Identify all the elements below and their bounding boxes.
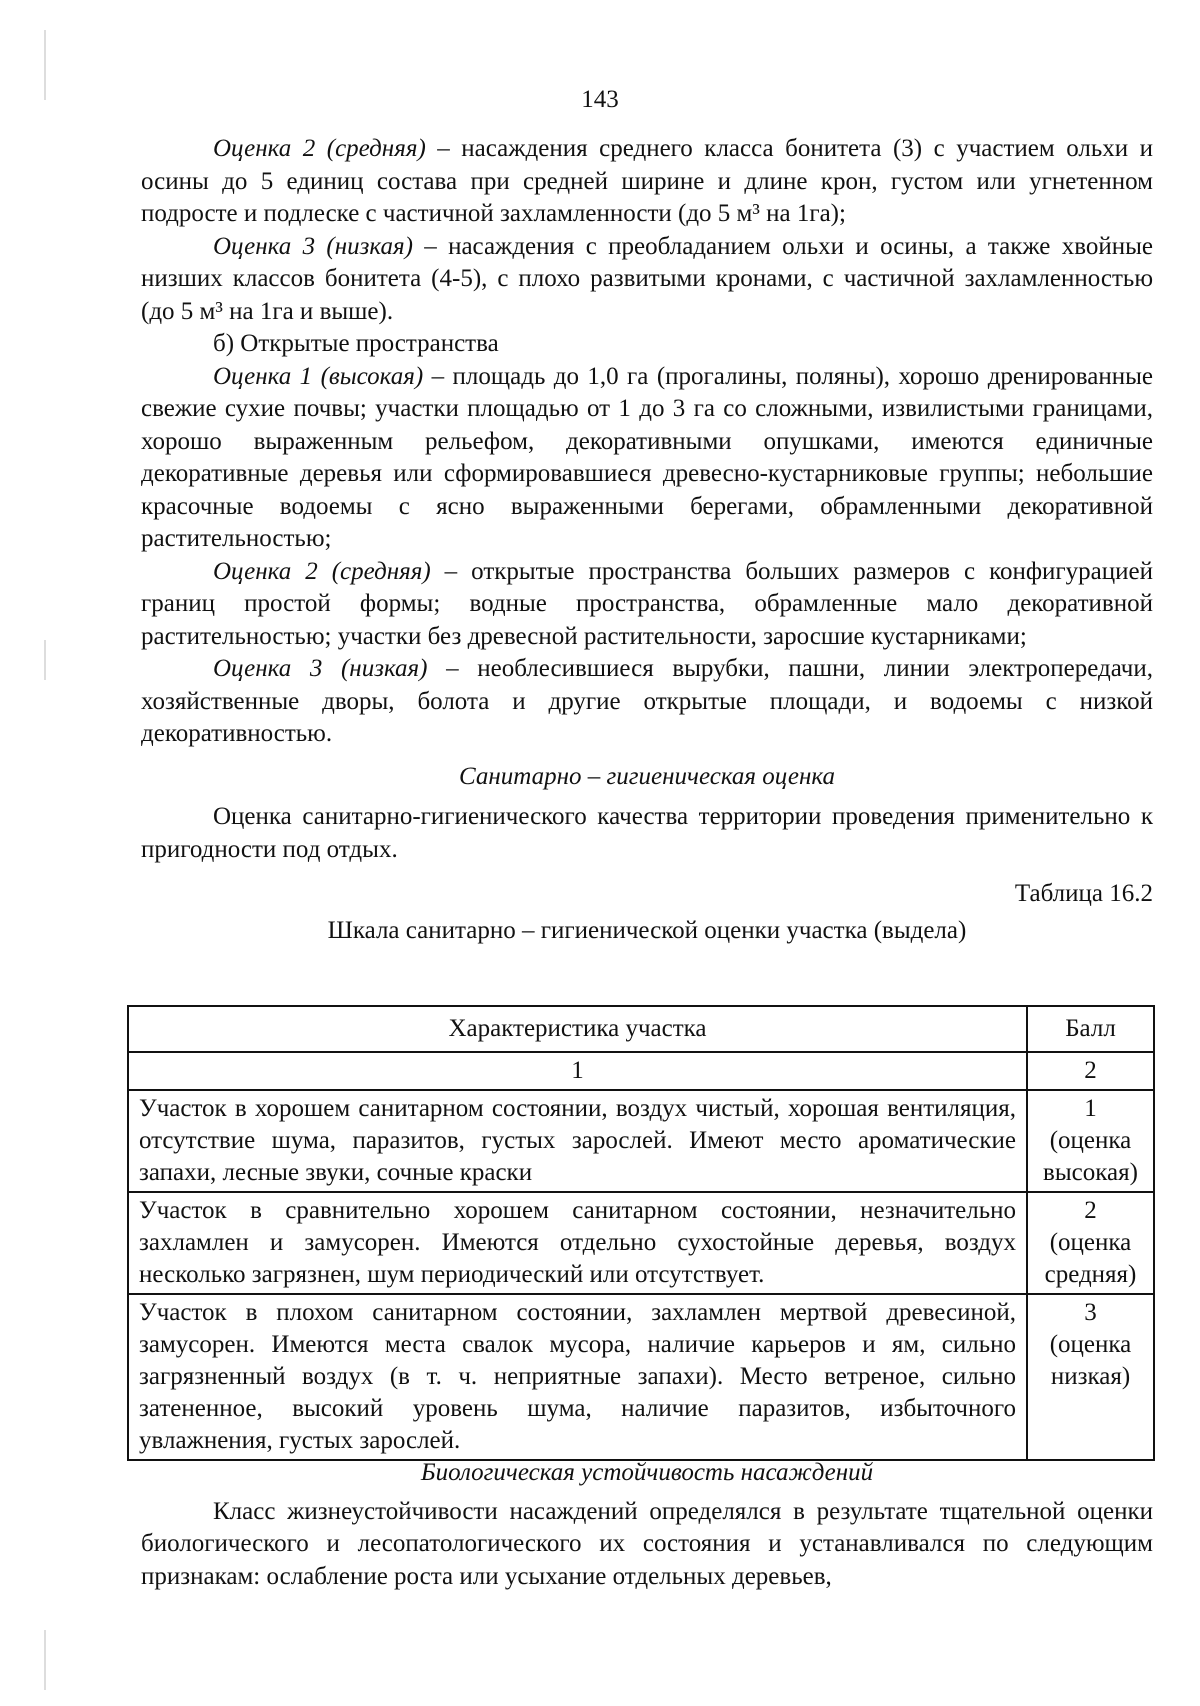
table-label: Таблица 16.2 (1014, 880, 1153, 907)
paragraph-rating-1-open (141, 361, 1153, 556)
paragraph-text: – открытые пространства больших размеров с конфигурацией границ простой формы; водные пространства, обрамленные мало декоративной растительностью; участки без древесной растительности, заросшие кустарниками; (141, 557, 1153, 650)
sanitary-scale-table (127, 1005, 1155, 1461)
paragraph-text: – насаждения с преобладанием ольхи и осины, а также хвойные низших классов бонитета (4-5), с плохо развитыми кронами, с частичной захламленностью (до 5 м³ на 1га и выше). (141, 232, 1153, 325)
score-word: (оценка (1049, 1229, 1132, 1256)
row-score (1027, 1192, 1154, 1294)
score-word: (оценка (1049, 1331, 1132, 1358)
rating-label: Оценка 2 (средняя) (213, 135, 426, 162)
score-level: высокая) (1043, 1159, 1138, 1186)
row-description: Участок в хорошем санитарном состоянии, воздух чистый, хорошая вентиляция, отсутствие шума, паразитов, густых зарослей. Имеют место ароматические запахи, лесные звуки, сочные краски (128, 1090, 1027, 1192)
subheading-open-spaces: б) Открытые пространства (213, 330, 499, 357)
row-score (1027, 1294, 1154, 1460)
rating-label: Оценка 3 (низкая) (213, 232, 413, 260)
upper-text (141, 133, 1153, 947)
header-characteristic: Характеристика участка (128, 1006, 1027, 1052)
score-word: (оценка (1049, 1127, 1132, 1154)
scan-margin-line (44, 640, 46, 680)
paragraph-text: – площадь до 1,0 га (прогалины, поляны), хорошо дренированные свежие сухие почвы; участки площадью от 1 до 3 га со сложными, извилистыми границами, хорошо выраженным рельефом, декоративными опушками, имеются единичные декоративные деревья или сформировавшиеся древесно-кустарниковые группы; небольшие красочные водоемы с ясно выраженными берегами, обрамленными декоративной растительностью; (141, 362, 1153, 552)
section-heading-sanitary: Санитарно – гигиеническая оценка (459, 762, 835, 790)
row-description: Участок в плохом санитарном состоянии, захламлен мертвой древесиной, замусорен. Имеются места свалок мусора, наличие карьеров и ям, сильно загрязненный воздух (в т. ч. неприятные запахи). Место ветреное, сильно затененное, высокий уровень шума, наличие паразитов, избыточного увлажнения, густых зарослей. (128, 1294, 1027, 1460)
score-value: 2 (1084, 1197, 1097, 1224)
paragraph-text: – необлесившиеся вырубки, пашни, линии электропередачи, хозяйственные дворы, болота и другие открытые площади, и водоемы с низкой декоративностью. (141, 655, 1153, 747)
score-level: средняя) (1044, 1261, 1137, 1288)
table-caption: Шкала санитарно – гигиенической оценки участка (выдела) (327, 916, 967, 944)
header-score: Балл (1027, 1006, 1154, 1052)
score-value: 3 (1084, 1299, 1097, 1326)
page-number: 143 (581, 86, 619, 113)
score-value: 1 (1084, 1095, 1097, 1122)
table-row (128, 1090, 1154, 1192)
paragraph-rating-3-stands (141, 231, 1153, 329)
rating-label: Оценка 2 (средняя) (213, 557, 431, 585)
lower-text (141, 1457, 1153, 1593)
table-header-row (128, 1006, 1154, 1052)
table-row (128, 1294, 1154, 1460)
paragraph-biological: Класс жизнеустойчивости насаждений определялся в результате тщательной оценки биологического и лесопатологического их состояния и устанавливался по следующим признакам: ослабление роста или усыхание отдельных деревьев, (141, 1497, 1153, 1590)
scan-margin-line (44, 1630, 46, 1690)
paragraph-rating-2-stands (141, 133, 1153, 231)
section-heading-biological: Биологическая устойчивость насаждений (420, 1459, 874, 1486)
column-number: 2 (1027, 1052, 1154, 1090)
rating-label: Оценка 3 (низкая) (213, 655, 428, 682)
paragraph-text: – насаждения среднего класса бонитета (3) с участием ольхи и осины до 5 единиц состава при средней ширине и длине крон, густом или угнетенном подросте и подлеске с частичной захламленности (до 5 м³ на 1га); (141, 135, 1154, 227)
paragraph-rating-2-open (141, 556, 1153, 654)
column-number: 1 (128, 1052, 1027, 1090)
paragraph-rating-3-open (141, 653, 1153, 751)
row-description: Участок в сравнительно хорошем санитарном состоянии, незначительно захламлен и замусорен. Имеются отдельно сухостойные деревья, воздух несколько загрязнен, шум периодический или отсутствует. (128, 1192, 1027, 1294)
table-row (128, 1192, 1154, 1294)
table-column-number-row (128, 1052, 1154, 1090)
row-score (1027, 1090, 1154, 1192)
paragraph-sanitary-intro: Оценка санитарно-гигиенического качества территории проведения применительно к пригодности под отдых. (141, 803, 1153, 863)
score-level: низкая) (1050, 1363, 1131, 1390)
rating-label: Оценка 1 (высокая) (213, 362, 424, 390)
